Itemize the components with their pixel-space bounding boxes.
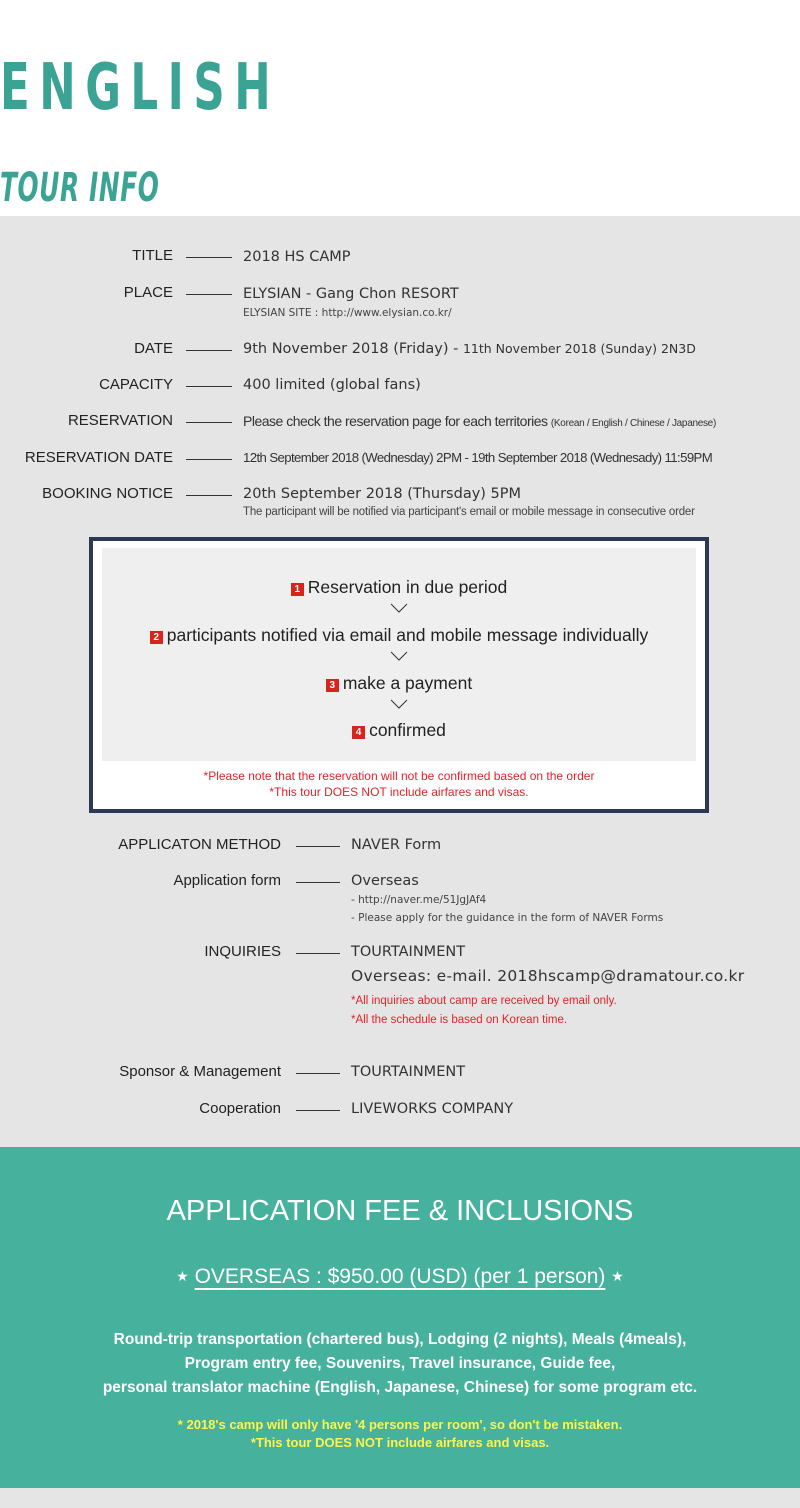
step-number-badge: 3: [326, 679, 339, 692]
inclusions-line: Round-trip transportation (chartered bus), Lodging (2 nights), Meals (4meals),: [113, 1331, 687, 1348]
step-number-badge: 1: [291, 583, 304, 596]
chevron-down-icon: [390, 603, 408, 613]
fee-title: APPLICATION FEE & INCLUSIONS: [166, 1195, 634, 1227]
warning-line: *This tour DOES NOT include airfares and visas.: [250, 1435, 550, 1450]
step-number-badge: 2: [150, 631, 163, 644]
row-value: Overseas: [351, 873, 419, 889]
divider: [186, 350, 232, 351]
chevron-down-icon: [390, 651, 408, 661]
divider: [186, 422, 232, 423]
process-steps: [102, 548, 696, 761]
language-title: ENGLISH: [0, 51, 281, 125]
row-value: 2018 HS CAMP: [243, 249, 351, 265]
divider: [296, 953, 340, 954]
row-label: Sponsor & Management: [119, 1063, 281, 1080]
process-note: *This tour DOES NOT include airfares and visas.: [269, 785, 529, 799]
row-label: DATE: [134, 340, 173, 357]
application-form-link[interactable]: - http://naver.me/51JgJAf4: [351, 894, 487, 906]
row-label: Cooperation: [199, 1100, 281, 1117]
process-step-4: 4 confirmed: [102, 720, 696, 741]
price-text: OVERSEAS : $950.00 (USD) (per 1 person): [194, 1265, 606, 1288]
divider: [186, 257, 232, 258]
row-subvalue: The participant will be notified via participant's email or mobile message in consecutive order: [243, 506, 695, 518]
row-label: BOOKING NOTICE: [42, 485, 173, 502]
fee-section: [0, 1147, 800, 1488]
header: [0, 0, 800, 216]
row-value: Please check the reservation page for each territories (Korean / English / Chinese / Japanese): [243, 413, 716, 429]
inquiries-note: *All the schedule is based on Korean time.: [351, 1014, 568, 1026]
row-label: Application form: [173, 872, 281, 889]
star-icon: ★: [611, 1268, 624, 1284]
row-label: TITLE: [132, 247, 173, 264]
divider: [186, 495, 232, 496]
row-label: INQUIRIES: [204, 943, 281, 960]
process-box: [89, 537, 709, 813]
fee-price: [0, 1265, 800, 1289]
row-value: 400 limited (global fans): [243, 377, 421, 393]
section-title: TOUR INFO: [0, 165, 160, 211]
warning-line: * 2018's camp will only have '4 persons per room', so don't be mistaken.: [177, 1417, 623, 1432]
row-value: TOURTAINMENT: [351, 944, 466, 960]
divider: [186, 386, 232, 387]
row-value: 20th September 2018 (Thursday) 5PM: [243, 486, 522, 502]
row-value: 9th November 2018 (Friday) - 11th November 2018 (Sunday) 2N3D: [243, 341, 696, 357]
footer-band: [0, 1488, 800, 1508]
divider: [296, 1073, 340, 1074]
process-note: *Please note that the reservation will not be confirmed based on the order: [203, 769, 595, 783]
row-value: 12th September 2018 (Wednesday) 2PM - 19th September 2018 (Wednesady) 11:59PM: [243, 450, 713, 465]
divider: [186, 294, 232, 295]
step-number-badge: 4: [352, 726, 365, 739]
row-label: PLACE: [123, 284, 173, 301]
row-value: LIVEWORKS COMPANY: [351, 1101, 514, 1117]
divider: [296, 1110, 340, 1111]
inclusions-line: Program entry fee, Souvenirs, Travel insurance, Guide fee,: [184, 1355, 616, 1372]
star-icon: ★: [176, 1268, 189, 1284]
row-label: RESERVATION: [67, 412, 173, 429]
chevron-down-icon: [390, 699, 408, 709]
row-subvalue: - Please apply for the guidance in the form of NAVER Forms: [351, 912, 664, 924]
inquiries-note: *All inquiries about camp are received by email only.: [351, 995, 617, 1007]
divider: [296, 846, 340, 847]
divider: [186, 459, 232, 460]
row-label: CAPACITY: [99, 376, 173, 393]
divider: [296, 882, 340, 883]
row-value: NAVER Form: [351, 837, 442, 853]
process-step-2: 2 participants notified via email and mobile message individually: [102, 625, 696, 646]
process-step-3: 3 make a payment: [102, 673, 696, 694]
process-step-1: 1 Reservation in due period: [102, 577, 696, 598]
inclusions-line: personal translator machine (English, Japanese, Chinese) for some program etc.: [102, 1379, 698, 1396]
inquiries-email[interactable]: Overseas: e-mail. 2018hscamp@dramatour.co.kr: [351, 967, 745, 985]
row-value: TOURTAINMENT: [351, 1064, 466, 1080]
row-label: APPLICATON METHOD: [118, 836, 281, 853]
row-label: RESERVATION DATE: [24, 449, 173, 466]
row-subvalue: ELYSIAN SITE : http://www.elysian.co.kr/: [243, 307, 452, 319]
row-value: ELYSIAN - Gang Chon RESORT: [243, 286, 459, 302]
